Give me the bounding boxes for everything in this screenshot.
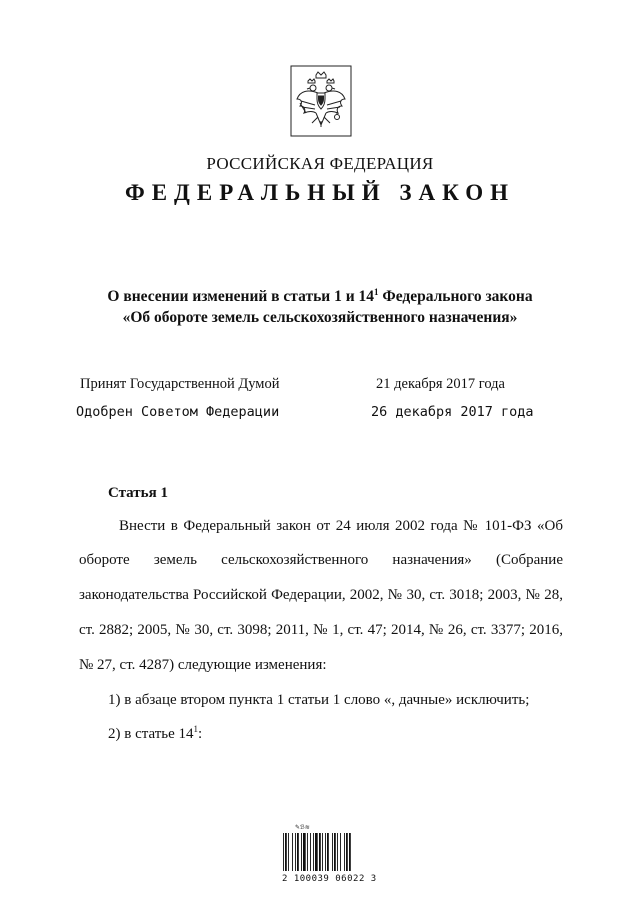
barcode-bar	[288, 833, 289, 871]
document-title-line-2: «Об обороте земель сельскохозяйственного назначения»	[122, 309, 518, 326]
title-superscript: 1	[374, 286, 379, 297]
duma-adoption-label: Принят Государственной Думой	[80, 376, 280, 392]
title-text-a: О внесении изменений в статьи 1 и 14	[107, 288, 375, 305]
barcode-bar	[340, 833, 341, 871]
amendment-item-2	[108, 726, 202, 743]
article-line-1: Внести в Федеральный закон от 24 июля 2002 года № 101-ФЗ «Об	[119, 518, 563, 534]
council-approval-date: 26 декабря 2017 года	[371, 404, 534, 420]
barcode-bar	[325, 833, 326, 871]
svg-text:✎ℬ≋: ✎ℬ≋	[295, 824, 310, 831]
barcode-bar	[303, 833, 306, 871]
barcode-bar	[310, 833, 311, 871]
barcode-bar	[292, 833, 293, 871]
barcode-bar	[346, 833, 348, 871]
barcode-bar	[295, 833, 296, 871]
barcode-bar	[322, 833, 323, 871]
item-2-colon: :	[198, 726, 203, 742]
council-approval-label: Одобрен Советом Федерации	[76, 404, 280, 420]
amendment-item-1: 1) в абзаце втором пункта 1 статьи 1 слово «, дачные» исключить;	[108, 692, 530, 708]
barcode-bar	[337, 833, 338, 871]
document-title-line-1	[0, 288, 640, 306]
barcode-bar	[315, 833, 318, 871]
article-line-3: законодательства Российской Федерации, 2002, № 30, ст. 3018; 2003, № 28,	[79, 587, 563, 603]
barcode-bar	[332, 833, 333, 871]
item-2-text: 2) в статье 14	[108, 726, 194, 742]
document-type-heading: ФЕДЕРАЛЬНЫЙ ЗАКОН	[124, 180, 516, 205]
article-line-2: обороте земель сельскохозяйственного назначения» (Собрание	[79, 552, 563, 568]
item-2-superscript: 1	[193, 724, 199, 734]
barcode-number: 2 100039 06022 3	[282, 874, 377, 884]
title-text-b: Федерального закона	[378, 288, 533, 305]
barcode-bar	[334, 833, 336, 871]
duma-adoption-date: 21 декабря 2017 года	[376, 376, 505, 392]
barcode-bar	[327, 833, 329, 871]
barcode-bar	[344, 833, 345, 871]
barcode-icon	[281, 822, 375, 874]
article-heading: Статья 1	[108, 485, 168, 501]
barcode-bar	[319, 833, 321, 871]
coat-of-arms-icon	[290, 65, 352, 137]
country-heading: РОССИЙСКАЯ ФЕДЕРАЦИЯ	[206, 154, 434, 173]
barcode-bar	[313, 833, 314, 871]
article-line-5: № 27, ст. 4287) следующие изменения:	[79, 657, 327, 673]
barcode-bar	[307, 833, 308, 871]
barcode-bar	[349, 833, 351, 871]
barcode-bar	[301, 833, 302, 871]
barcode-bar	[283, 833, 284, 871]
barcode-bar	[297, 833, 299, 871]
barcode-bar	[285, 833, 287, 871]
article-line-4: ст. 2882; 2005, № 30, ст. 3098; 2011, № 1, ст. 47; 2014, № 26, ст. 3377; 2016,	[79, 622, 563, 638]
